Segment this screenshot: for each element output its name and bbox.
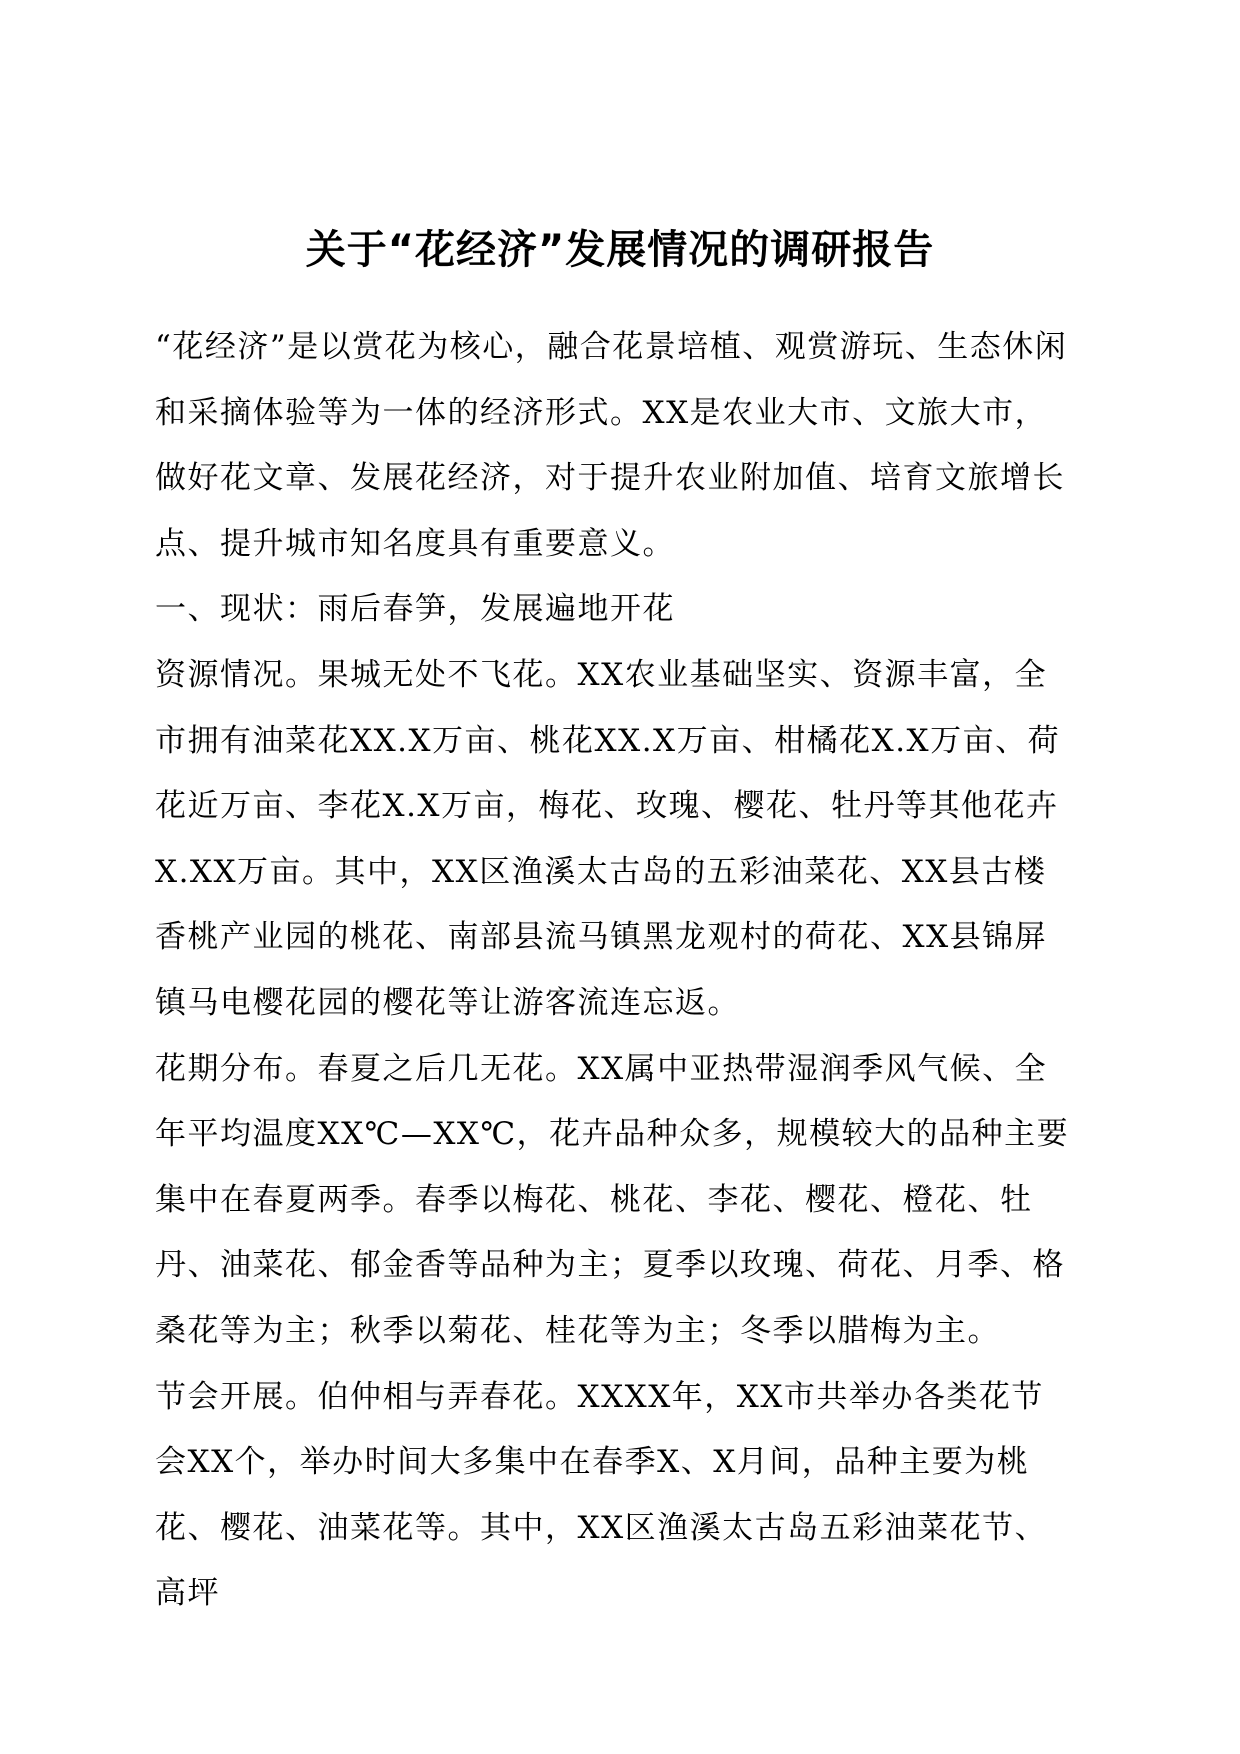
festival-paragraph: 节会开展。伯仲相与弄春花。XXXX年，XX市共举办各类花节会XX个，举办时间大多集中在春季X、X月间，品种主要为桃花、樱花、油菜花等。其中，XX区渔溪太古岛五彩油菜花节、高坪 <box>155 1378 1048 1612</box>
section-heading: 一、现状：雨后春笋，发展遍地开花 <box>155 591 675 628</box>
document-body <box>155 315 1075 1627</box>
document-title: 关于“花经济”发展情况的调研报告 <box>305 227 935 273</box>
intro-paragraph: “花经济”是以赏花为核心，融合花景培植、观赏游玩、生态休闲和采摘体验等为一体的经济形式。XX是农业大市、文旅大市，做好花文章、发展花经济，对于提升农业附加值、培育文旅增长点、提升城市知名度具有重要意义。 <box>155 329 1068 562</box>
bloom-period-paragraph: 花期分布。春夏之后几无花。XX属中亚热带湿润季风气候、全年平均温度XX℃—XX℃，花卉品种众多，规模较大的品种主要集中在春夏两季。春季以梅花、桃花、李花、樱花、橙花、牡丹、油菜花、郁金香等品种为主；夏季以玫瑰、荷花、月季、格桑花等为主；秋季以菊花、桂花等为主；冬季以腊梅为主。 <box>155 1050 1070 1349</box>
resources-paragraph: 资源情况。果城无处不飞花。XX农业基础坚实、资源丰富，全市拥有油菜花XX.X万亩、桃花XX.X万亩、柑橘花X.X万亩、荷花近万亩、李花X.X万亩，梅花、玫瑰、樱花、牡丹等其他花卉X.XX万亩。其中，XX区渔溪太古岛的五彩油菜花、XX县古楼香桃产业园的桃花、南部县流马镇黑龙观村的荷花、XX县锦屏镇马电樱花园的樱花等让游客流连忘返。 <box>155 656 1061 1021</box>
